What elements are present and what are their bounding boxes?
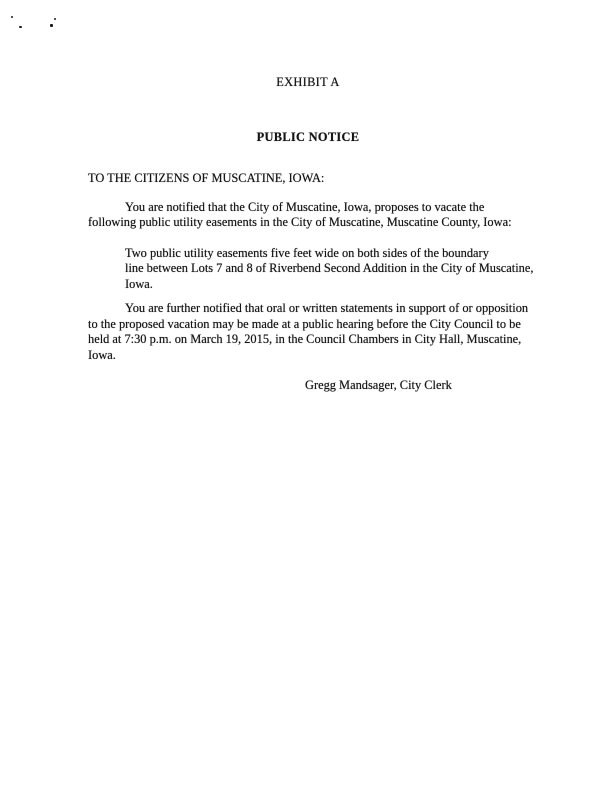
- paragraph-line: Two public utility easements five feet wide on both sides of the boundary: [125, 245, 489, 260]
- scan-speck: [11, 16, 13, 18]
- paragraph-line: following public utility easements in the City of Muscatine, Muscatine County, Iowa:: [88, 215, 512, 229]
- paragraph-notification: [88, 200, 528, 231]
- notice-title: PUBLIC NOTICE: [256, 129, 360, 144]
- exhibit-label: EXHIBIT A: [276, 75, 340, 89]
- signature-line: Gregg Mandsager, City Clerk: [305, 378, 452, 392]
- paragraph-line: held at 7:30 p.m. on March 19, 2015, in the Council Chambers in City Hall, Muscatine,: [88, 332, 522, 346]
- paragraph-line: to the proposed vacation may be made at a public hearing before the City Council to be: [88, 316, 521, 331]
- paragraph-line: You are notified that the City of Muscatine, Iowa, proposes to vacate the: [125, 199, 485, 214]
- scan-speck: [54, 18, 56, 20]
- scan-speck: [19, 26, 22, 28]
- paragraph-line: line between Lots 7 and 8 of Riverbend Second Addition in the City of Muscatine,: [125, 261, 534, 275]
- paragraph-line: Iowa.: [88, 347, 116, 362]
- scan-speck: [50, 24, 53, 27]
- paragraph-line: Iowa.: [125, 276, 153, 291]
- paragraph-hearing-notice: [88, 301, 528, 363]
- salutation-line: TO THE CITIZENS OF MUSCATINE, IOWA:: [88, 171, 325, 185]
- easement-description-block: [125, 245, 534, 293]
- paragraph-line: You are further notified that oral or written statements in support of or opposition: [125, 301, 529, 315]
